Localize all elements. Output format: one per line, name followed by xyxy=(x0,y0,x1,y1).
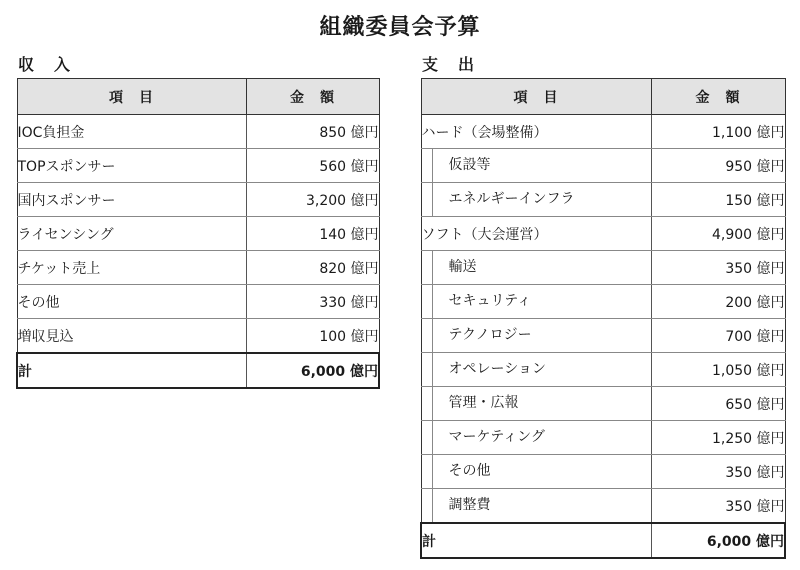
expense-sub-item: 輸送 xyxy=(432,251,651,284)
income-item: チケット売上 xyxy=(17,251,246,285)
income-amount: 560 億円 xyxy=(246,149,379,183)
page-title: 組織委員会予算 xyxy=(319,15,481,40)
table-row xyxy=(17,149,379,183)
expense-sub-cell xyxy=(421,421,651,455)
expense-sub-cell xyxy=(421,285,651,319)
expense-sub-cell xyxy=(421,149,651,183)
income-amount: 820 億円 xyxy=(246,251,379,285)
expense-sub-cell xyxy=(421,183,651,217)
table-row xyxy=(421,183,785,217)
income-total-label: 計 xyxy=(17,353,246,388)
income-item: 増収見込 xyxy=(17,319,246,354)
expense-section-label: 支 出 xyxy=(422,55,477,74)
expense-sub-cell xyxy=(421,251,651,285)
expense-total-row xyxy=(421,523,785,558)
expense-sub-item: テクノロジー xyxy=(432,319,651,352)
income-amount: 330 億円 xyxy=(246,285,379,319)
table-row xyxy=(421,319,785,353)
expense-sub-item: その他 xyxy=(432,455,651,488)
expense-amount: 1,250 億円 xyxy=(651,421,785,455)
table-row xyxy=(421,455,785,489)
expense-amount: 650 億円 xyxy=(651,387,785,421)
expense-sub-item: 調整費 xyxy=(432,489,651,522)
table-row xyxy=(17,319,379,354)
table-row xyxy=(421,353,785,387)
expense-amount: 350 億円 xyxy=(651,489,785,524)
table-row xyxy=(421,489,785,524)
income-header-row xyxy=(17,79,379,115)
table-row xyxy=(421,387,785,421)
income-section-label: 収 入 xyxy=(18,55,73,74)
income-header-amount: 金 額 xyxy=(246,79,379,115)
expense-group-item: ソフト（大会運営） xyxy=(421,217,651,251)
table-row xyxy=(421,251,785,285)
income-header-item: 項 目 xyxy=(17,79,246,115)
income-total-amount: 6,000 億円 xyxy=(246,353,379,388)
income-amount: 140 億円 xyxy=(246,217,379,251)
table-row xyxy=(17,285,379,319)
expense-amount: 1,050 億円 xyxy=(651,353,785,387)
income-item: 国内スポンサー xyxy=(17,183,246,217)
income-item: ライセンシング xyxy=(17,217,246,251)
expense-sub-item: エネルギーインフラ xyxy=(432,183,651,216)
table-row xyxy=(17,115,379,149)
expense-sub-item: 管理・広報 xyxy=(432,387,651,420)
expense-amount: 200 億円 xyxy=(651,285,785,319)
table-row xyxy=(17,217,379,251)
expense-header-item: 項 目 xyxy=(421,79,651,115)
income-table xyxy=(16,78,380,389)
table-row xyxy=(421,421,785,455)
table-row xyxy=(421,285,785,319)
table-row xyxy=(17,183,379,217)
table-row xyxy=(421,217,785,251)
expense-amount: 350 億円 xyxy=(651,455,785,489)
expense-amount: 1,100 億円 xyxy=(651,115,785,149)
expense-sub-cell xyxy=(421,353,651,387)
expense-sub-item: 仮設等 xyxy=(432,149,651,182)
table-row xyxy=(421,115,785,149)
income-item: IOC負担金 xyxy=(17,115,246,149)
expense-sub-item: セキュリティ xyxy=(432,285,651,318)
expense-amount: 4,900 億円 xyxy=(651,217,785,251)
expense-sub-cell xyxy=(421,387,651,421)
income-amount: 3,200 億円 xyxy=(246,183,379,217)
expense-table xyxy=(420,78,786,559)
income-item: TOPスポンサー xyxy=(17,149,246,183)
expense-amount: 950 億円 xyxy=(651,149,785,183)
income-amount: 100 億円 xyxy=(246,319,379,354)
expense-sub-cell xyxy=(421,489,651,524)
expense-header-row xyxy=(421,79,785,115)
expense-group-item: ハード（会場整備） xyxy=(421,115,651,149)
table-row xyxy=(421,149,785,183)
expense-sub-item: オペレーション xyxy=(432,353,651,386)
expense-header-amount: 金 額 xyxy=(651,79,785,115)
expense-sub-item: マーケティング xyxy=(432,421,651,454)
income-item: その他 xyxy=(17,285,246,319)
table-row xyxy=(17,251,379,285)
expense-sub-cell xyxy=(421,455,651,489)
expense-amount: 700 億円 xyxy=(651,319,785,353)
income-total-row xyxy=(17,353,379,388)
expense-amount: 150 億円 xyxy=(651,183,785,217)
expense-total-amount: 6,000 億円 xyxy=(651,523,785,558)
expense-sub-cell xyxy=(421,319,651,353)
income-amount: 850 億円 xyxy=(246,115,379,149)
expense-amount: 350 億円 xyxy=(651,251,785,285)
expense-total-label: 計 xyxy=(421,523,651,558)
